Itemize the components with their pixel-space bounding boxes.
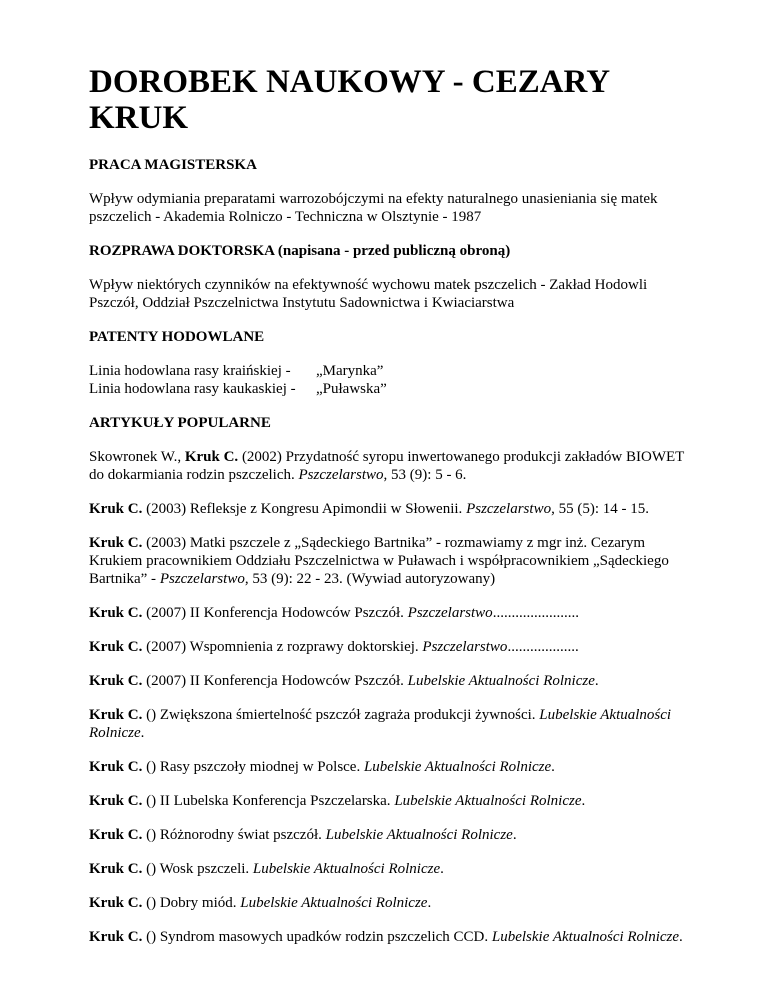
article-text: (2007) Wspomnienia z rozprawy doktorskiej. xyxy=(142,639,423,655)
article-entry xyxy=(89,604,689,622)
article-journal: Lubelskie Aktualności Rolnicze xyxy=(89,707,672,741)
article-journal: Lubelskie Aktualności Rolnicze xyxy=(325,827,513,843)
article-text: (2003) Refleksje z Kongresu Apimondii w Słowenii. xyxy=(142,501,467,517)
article-author: Kruk C. xyxy=(89,639,143,655)
doctoral-heading: ROZPRAWA DOKTORSKA (napisana - przed publiczną obroną) xyxy=(89,243,511,259)
article-details: . xyxy=(512,827,517,843)
article-author: Kruk C. xyxy=(184,449,239,465)
article-journal: Pszczelarstwo xyxy=(298,467,384,483)
article-details: . xyxy=(427,895,432,911)
article-text: () Wosk pszczeli. xyxy=(142,861,253,877)
article-journal: Pszczelarstwo xyxy=(407,605,493,621)
article-author: Kruk C. xyxy=(89,605,143,621)
article-author: Kruk C. xyxy=(89,535,143,551)
article-details: , 53 (9): 5 - 6. xyxy=(383,467,467,483)
article-entry xyxy=(89,706,689,742)
article-author: Kruk C. xyxy=(89,929,143,945)
patent-name: „Puławska” xyxy=(316,381,387,397)
article-author: Kruk C. xyxy=(89,895,143,911)
article-details: . xyxy=(679,929,683,945)
article-journal: Lubelskie Aktualności Rolnicze xyxy=(240,895,428,911)
article-details: , 53 (9): 22 - 23. (Wywiad autoryzowany) xyxy=(244,571,496,587)
masters-heading: PRACA MAGISTERSKA xyxy=(89,157,257,173)
article-journal: Lubelskie Aktualności Rolnicze xyxy=(252,861,441,877)
patent-label: Linia hodowlana rasy kaukaskiej - xyxy=(89,381,296,397)
article-entry xyxy=(89,638,689,656)
article-coauthors: Skowronek W., xyxy=(89,449,185,465)
article-author: Kruk C. xyxy=(89,759,143,775)
article-text: (2007) II Konferencja Hodowców Pszczół. xyxy=(142,673,408,689)
article-details: . xyxy=(594,673,599,689)
masters-text: Wpływ odymiania preparatami warrozobójczymi na efekty naturalnego unasieniania się matek pszczelich - Akademia Rolniczo - Techniczna w Olsztynie - 1987 xyxy=(89,191,658,225)
article-details: . xyxy=(581,793,586,809)
article-details: ................... xyxy=(507,639,579,655)
article-details: . xyxy=(140,725,145,741)
article-text: (2003) Matki pszczele z „Sądeckiego Bartnika” - rozmawiamy z mgr inż. Cezarym Krukiem pracownikiem Oddziału Pszczelnictwa w Puławach i współpracownikiem „Sądeckiego Bartnika” - xyxy=(89,535,669,587)
article-journal: Pszczelarstwo xyxy=(466,501,552,517)
article-entry xyxy=(89,894,689,912)
article-entry xyxy=(89,792,689,810)
article-details: . xyxy=(551,759,555,775)
article-entry xyxy=(89,500,689,518)
article-author: Kruk C. xyxy=(89,861,143,877)
article-details: ....................... xyxy=(492,605,579,621)
article-journal: Pszczelarstwo xyxy=(159,571,245,587)
article-journal: Lubelskie Aktualności Rolnicze xyxy=(394,793,582,809)
article-author: Kruk C. xyxy=(89,673,143,689)
article-entry xyxy=(89,860,689,878)
article-author: Kruk C. xyxy=(89,501,143,517)
article-text: () II Lubelska Konferencja Pszczelarska. xyxy=(142,793,395,809)
articles-list xyxy=(89,448,689,946)
doctoral-text: Wpływ niektórych czynników na efektywność wychowu matek pszczelich - Zakład Hodowli Pszczół, Oddział Pszczelnictwa Instytutu Sadownictwa i Kwiaciarstwa xyxy=(89,277,648,311)
article-author: Kruk C. xyxy=(89,793,143,809)
article-entry xyxy=(89,928,689,946)
document-content xyxy=(89,64,689,946)
article-journal: Lubelskie Aktualności Rolnicze xyxy=(491,929,680,945)
article-text: (2007) II Konferencja Hodowców Pszczół. xyxy=(142,605,408,621)
article-author: Kruk C. xyxy=(89,827,143,843)
patents-heading: PATENTY HODOWLANE xyxy=(89,329,265,345)
articles-heading: ARTYKUŁY POPULARNE xyxy=(89,415,271,431)
article-journal: Lubelskie Aktualności Rolnicze xyxy=(363,759,552,775)
article-entry xyxy=(89,758,689,776)
article-text: () Zwiększona śmiertelność pszczół zagraża produkcji żywności. xyxy=(142,707,540,723)
article-journal: Lubelskie Aktualności Rolnicze xyxy=(407,673,595,689)
article-author: Kruk C. xyxy=(89,707,143,723)
article-entry xyxy=(89,534,689,588)
page-title: DOROBEK NAUKOWY - CEZARY KRUK xyxy=(89,64,609,136)
patent-name: „Marynka” xyxy=(316,363,384,379)
article-journal: Pszczelarstwo xyxy=(422,639,508,655)
article-details: . xyxy=(440,861,444,877)
patent-row xyxy=(89,362,689,380)
article-text: (2002) Przydatność syropu inwertowanego produkcji zakładów BIOWET do dokarmiania rodzin pszczelich. xyxy=(89,449,685,483)
article-text: () Różnorodny świat pszczół. xyxy=(142,827,326,843)
article-details: , 55 (5): 14 - 15. xyxy=(551,501,649,517)
article-entry xyxy=(89,826,689,844)
article-entry xyxy=(89,672,689,690)
patent-label: Linia hodowlana rasy kraińskiej - xyxy=(89,363,291,379)
article-entry xyxy=(89,448,689,484)
article-text: () Dobry miód. xyxy=(142,895,241,911)
article-text: () Rasy pszczoły miodnej w Polsce. xyxy=(142,759,364,775)
article-text: () Syndrom masowych upadków rodzin pszczelich CCD. xyxy=(142,929,492,945)
patent-row xyxy=(89,380,689,398)
